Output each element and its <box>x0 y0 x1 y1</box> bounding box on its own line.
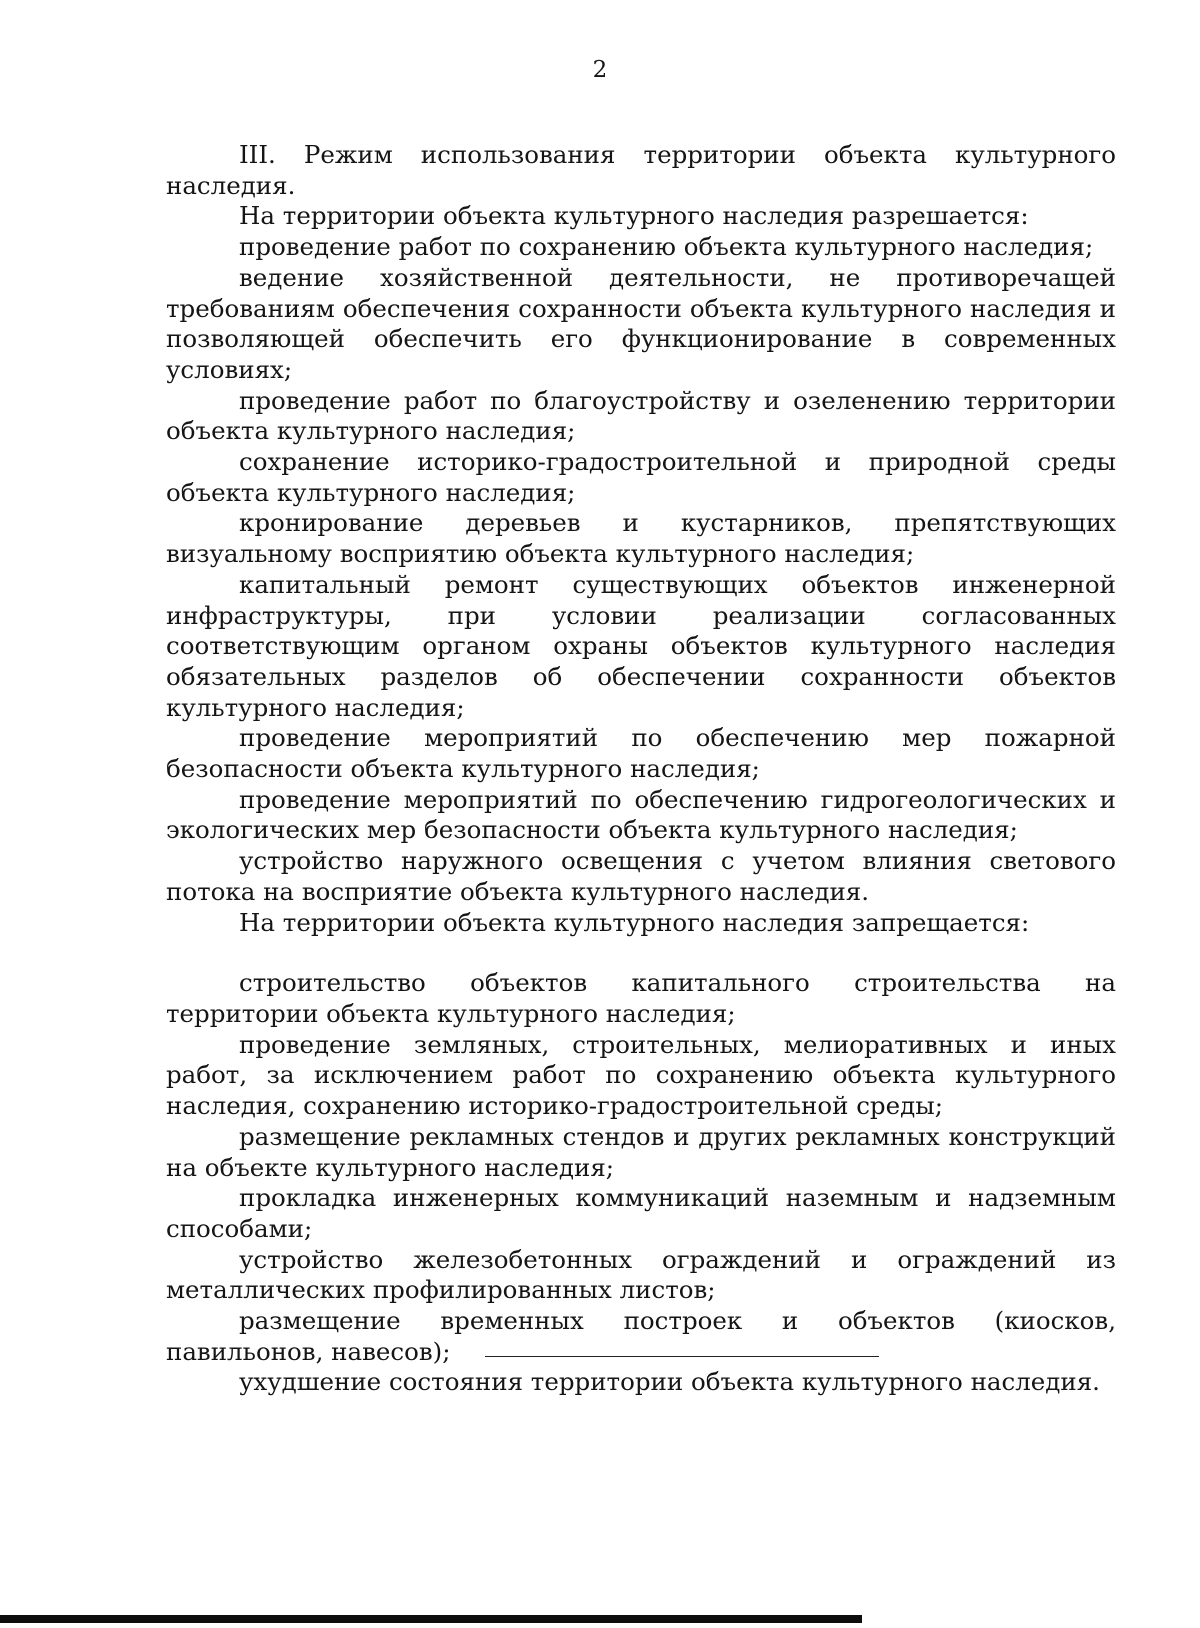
allowed-item: ведение хозяйственной деятельности, не противоречащей требованиям обеспечения сохранности объекта культурного наследия и позволяющей обеспечить его функционирование в современных условиях; <box>166 262 1116 384</box>
allowed-item: сохранение историко-градостроительной и природной среды объекта культурного наследия; <box>166 447 1116 507</box>
section-heading: III. Режим использования территории объекта культурного наследия. <box>166 140 1116 200</box>
allowed-item: проведение работ по сохранению объекта культурного наследия; <box>239 232 1094 262</box>
allowed-item: кронирование деревьев и кустарников, препятствующих визуальному восприятию объекта культурного наследия; <box>166 508 1116 569</box>
prohibited-item: ухудшение состояния территории объекта культурного наследия. <box>239 1367 1100 1397</box>
allowed-item: проведение мероприятий по обеспечению мер пожарной безопасности объекта культурного наследия; <box>166 723 1116 784</box>
prohibited-item: строительство объектов капитального строительства на территории объекта культурного наследия; <box>166 968 1116 1028</box>
scan-edge-bar <box>0 1615 862 1623</box>
allowed-item: устройство наружного освещения с учетом влияния светового потока на восприятие объекта культурного наследия. <box>166 846 1116 906</box>
end-of-text-rule <box>485 1356 879 1357</box>
prohibited-item: размещение временных построек и объектов (киосков, павильонов, навесов); <box>166 1306 1116 1366</box>
prohibited-intro: На территории объекта культурного наследия запрещается: <box>239 907 1030 937</box>
prohibited-item: проведение земляных, строительных, мелиоративных и иных работ, за исключением работ по сохранению объекта культурного наследия, сохранению историко-градостроительной среды; <box>166 1029 1116 1121</box>
allowed-intro: На территории объекта культурного наследия разрешается: <box>239 201 1029 231</box>
prohibited-item: устройство железобетонных ограждений и ограждений из металлических профилированных листов; <box>166 1244 1116 1305</box>
page-number: 2 <box>592 57 608 83</box>
prohibited-item: прокладка инженерных коммуникаций наземным и надземным способами; <box>166 1183 1116 1243</box>
document-body <box>166 140 1116 1398</box>
allowed-item: проведение мероприятий по обеспечению гидрогеологических и экологических мер безопасности объекта культурного наследия; <box>166 784 1116 845</box>
allowed-item: проведение работ по благоустройству и озеленению территории объекта культурного наследия; <box>166 385 1116 446</box>
prohibited-item: размещение рекламных стендов и других рекламных конструкций на объекте культурного наследия; <box>166 1121 1116 1182</box>
allowed-item: капитальный ремонт существующих объектов инженерной инфраструктуры, при условии реализации согласованных соответствующим органом охраны объектов культурного наследия обязательных разделов об обеспечении сохранности объектов культурного наследия; <box>166 569 1116 722</box>
